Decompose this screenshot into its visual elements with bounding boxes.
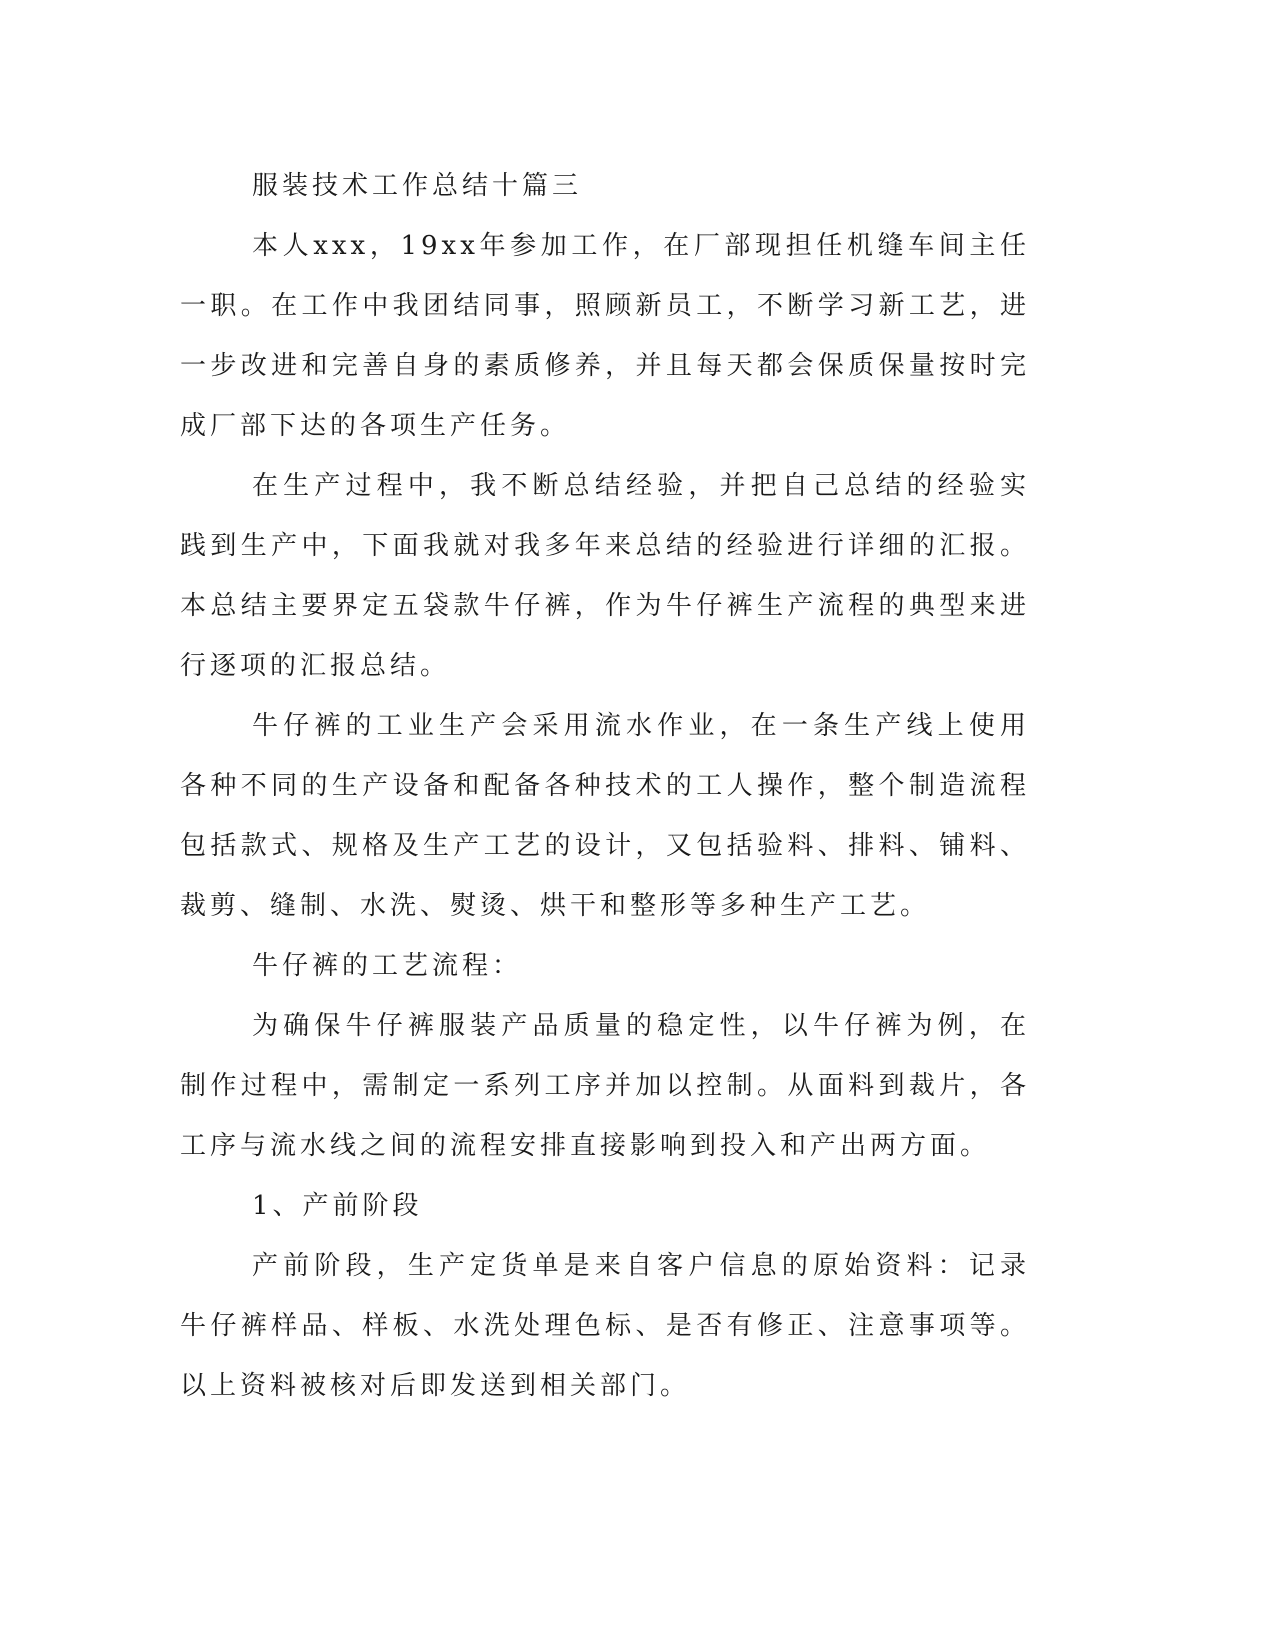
paragraph-experience: 在生产过程中，我不断总结经验，并把自己总结的经验实践到生产中，下面我就对我多年来总结的经验进行详细的汇报。本总结主要界定五袋款牛仔裤，作为牛仔裤生产流程的典型来进行逐项的汇报总结。 [180, 471, 1030, 681]
document-body [180, 156, 1030, 1416]
document-title: 服装技术工作总结十篇三 [252, 171, 583, 201]
paragraph-industrial-production: 牛仔裤的工业生产会采用流水作业，在一条生产线上使用各种不同的生产设备和配备各种技术的工人操作，整个制造流程包括款式、规格及生产工艺的设计，又包括验料、排料、铺料、裁剪、缝制、水洗、熨烫、烘干和整形等多种生产工艺。 [180, 711, 1030, 921]
paragraph-quality-control: 为确保牛仔裤服装产品质量的稳定性，以牛仔裤为例，在制作过程中，需制定一系列工序并加以控制。从面料到裁片，各工序与流水线之间的流程安排直接影响到投入和产出两方面。 [180, 1011, 1030, 1161]
section-heading-pre-production: 1、产前阶段 [252, 1191, 423, 1221]
paragraph-intro: 本人xxx，19xx年参加工作，在厂部现担任机缝车间主任一职。在工作中我团结同事，照顾新员工，不断学习新工艺，进一步改进和完善自身的素质修养，并且每天都会保质保量按时完成厂部下达的各项生产任务。 [180, 231, 1030, 441]
paragraph-process-heading: 牛仔裤的工艺流程： [252, 951, 523, 981]
paragraph-pre-production: 产前阶段，生产定货单是来自客户信息的原始资料：记录牛仔裤样品、样板、水洗处理色标、是否有修正、注意事项等。以上资料被核对后即发送到相关部门。 [180, 1251, 1030, 1401]
